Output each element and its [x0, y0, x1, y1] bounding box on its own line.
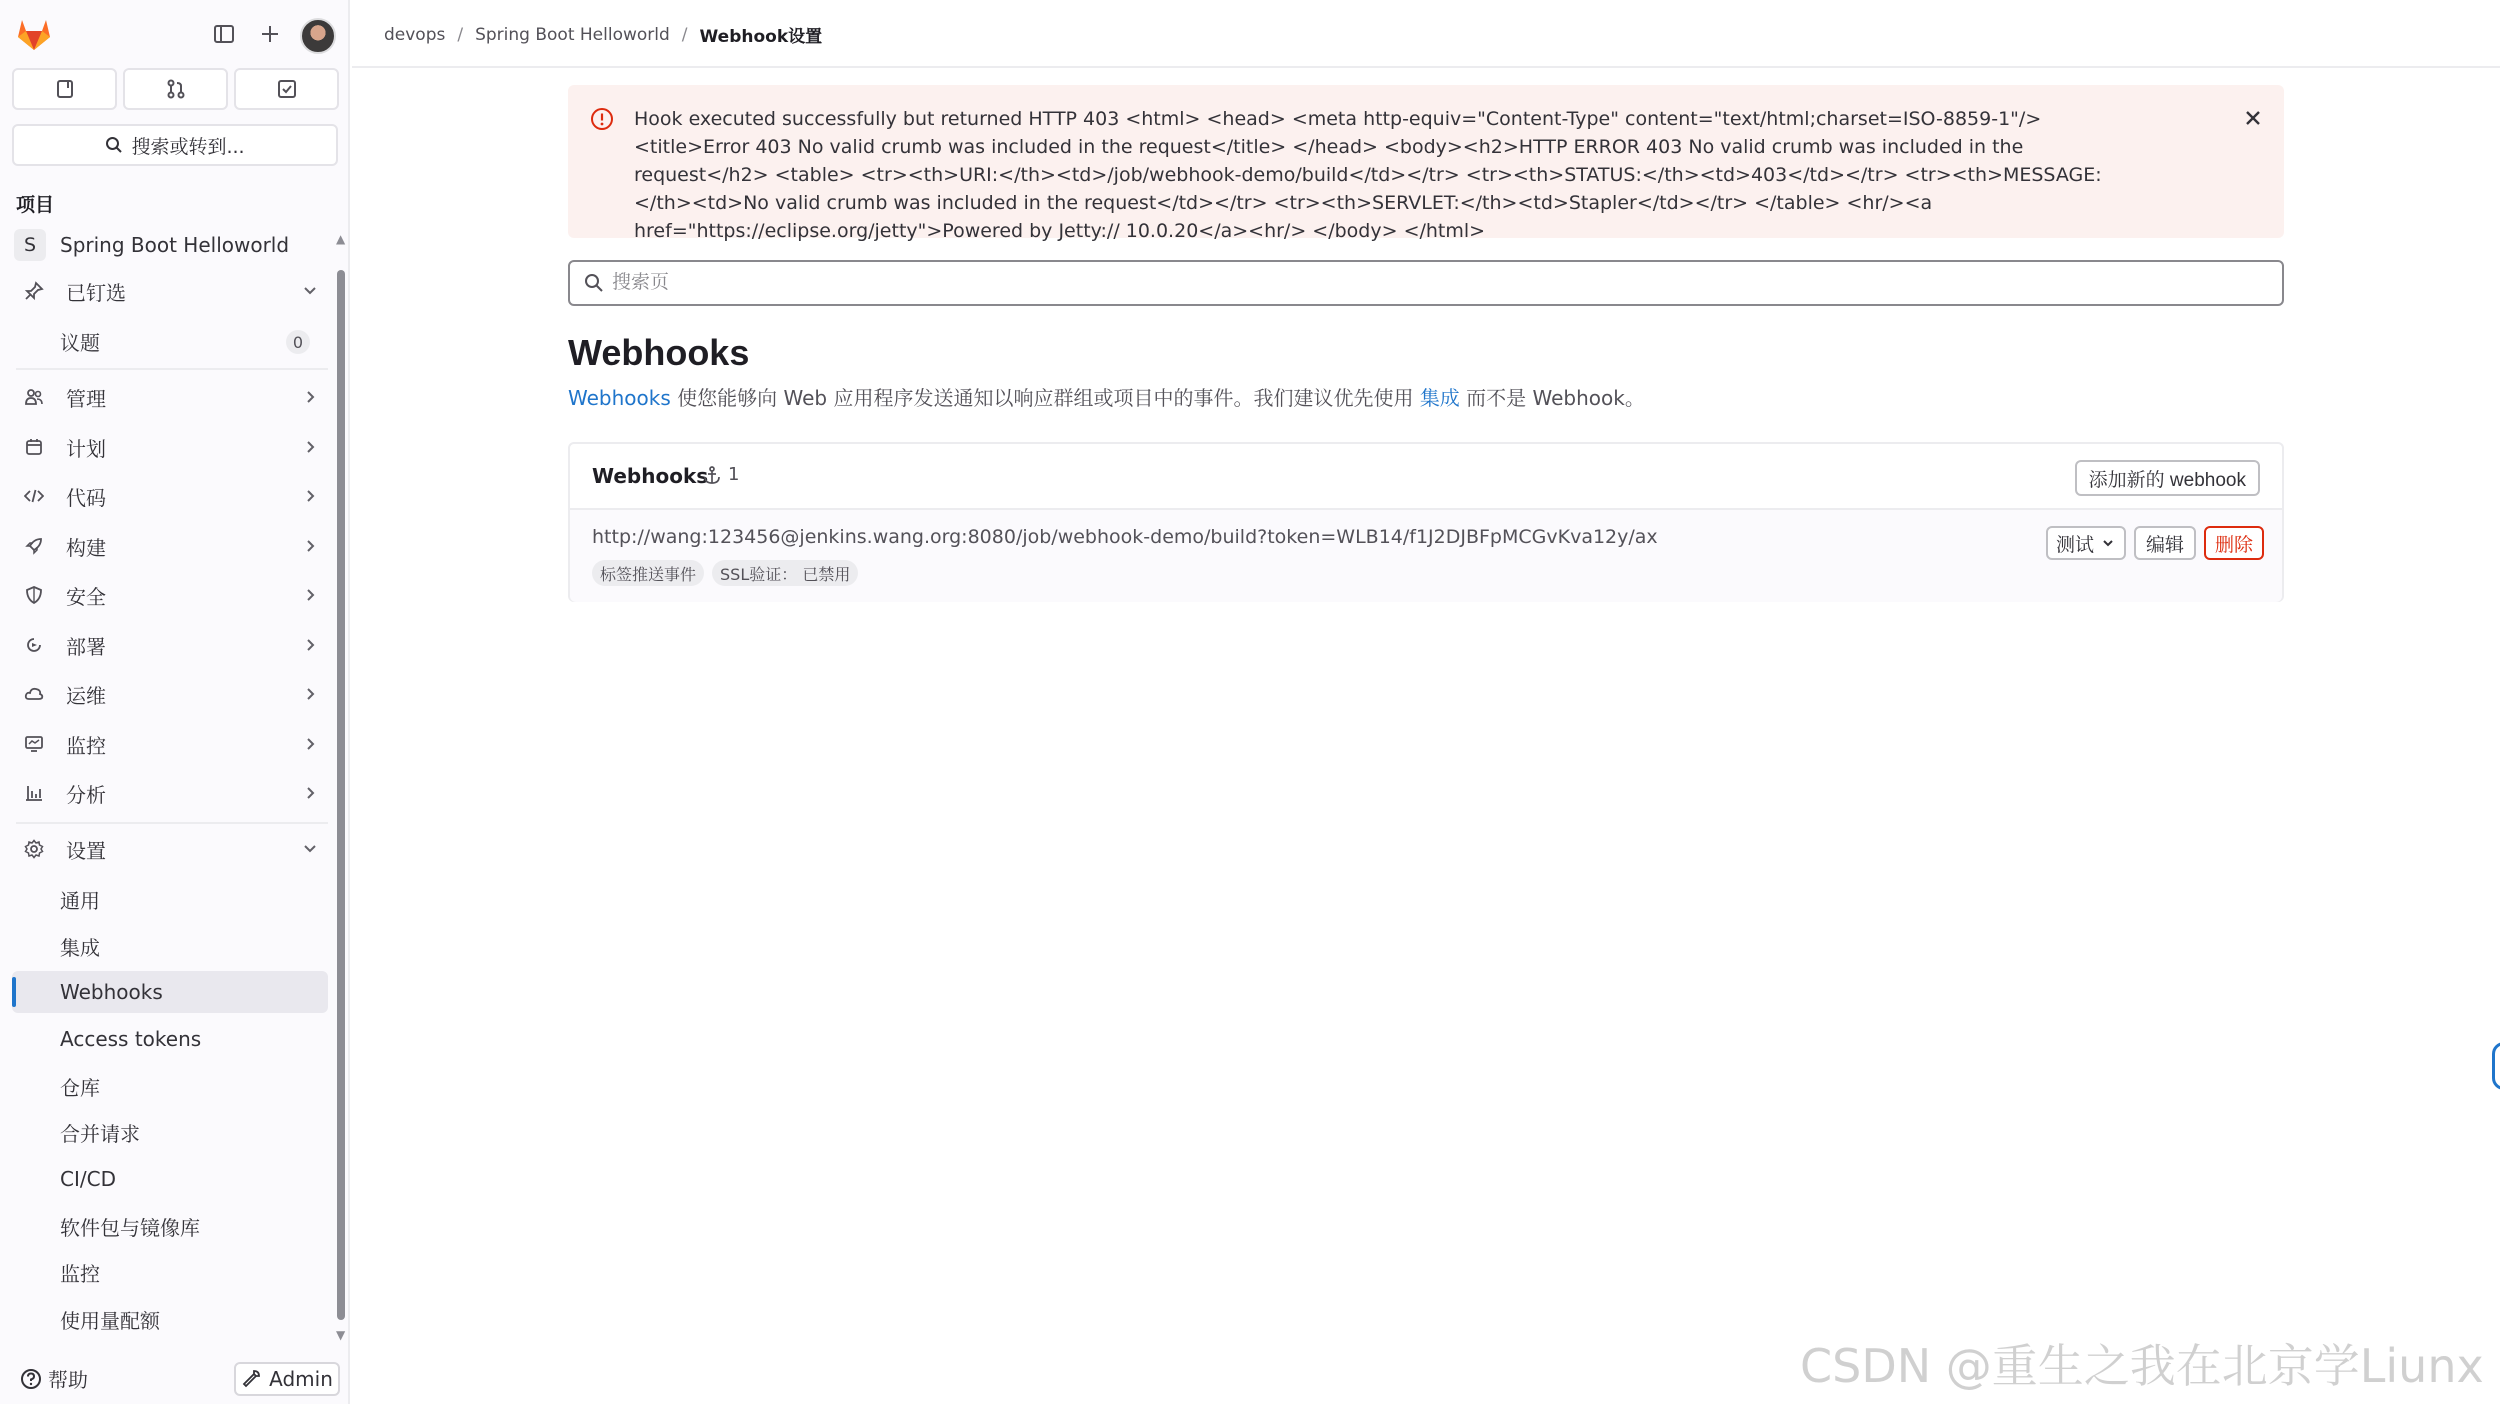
sidebar-item-build[interactable]	[12, 525, 328, 567]
sidebar-item-label: 已钉选	[66, 280, 126, 305]
breadcrumb-separator: /	[457, 24, 464, 45]
search-icon	[105, 136, 123, 154]
webhooks-count-value: 1	[728, 464, 740, 485]
breadcrumb-item-project[interactable]: Spring Boot Helloworld	[475, 24, 670, 45]
shield-icon	[20, 581, 48, 609]
sidebar-item-label: 使用量配额	[60, 1308, 160, 1333]
watermark: CSDN @重生之我在北京学Liunx	[1800, 1339, 2484, 1393]
webhook-tags	[592, 560, 858, 586]
sidebar-header	[0, 0, 350, 70]
project-name: Spring Boot Helloworld	[60, 233, 290, 257]
chevron-right-icon	[300, 635, 320, 655]
chevron-right-icon	[300, 585, 320, 605]
sidebar-item-manage[interactable]	[12, 376, 328, 418]
webhooks-count	[702, 464, 739, 485]
add-webhook-button[interactable]: 添加新的 webhook	[2075, 460, 2260, 496]
rocket-icon	[20, 532, 48, 560]
sidebar-item-label: 监控	[66, 733, 106, 758]
sidebar-item-usage-quotas[interactable]	[12, 1298, 328, 1340]
sidebar-item-cicd[interactable]	[12, 1158, 328, 1200]
webhook-row	[570, 510, 2282, 602]
chevron-right-icon	[300, 684, 320, 704]
sidebar-item-label: 议题	[60, 330, 100, 355]
issues-icon	[54, 78, 76, 100]
error-alert	[568, 85, 2284, 242]
chevron-right-icon	[300, 437, 320, 457]
gear-icon	[20, 835, 48, 863]
sidebar-toggle-icon[interactable]	[208, 18, 240, 50]
page-search-input[interactable]	[612, 272, 2212, 294]
sidebar-item-label: 集成	[60, 935, 100, 960]
sidebar-item-secure[interactable]	[12, 574, 328, 616]
gitlab-logo-icon[interactable]	[14, 14, 54, 54]
help-button[interactable]	[20, 1364, 88, 1393]
sidebar-item-label: 软件包与镜像库	[60, 1215, 200, 1240]
sidebar-item-label: 运维	[66, 683, 106, 708]
sidebar-item-label: 设置	[66, 838, 106, 863]
top-bar	[352, 0, 2500, 68]
sidebar-item-issues[interactable]	[12, 320, 328, 362]
cloud-icon	[20, 680, 48, 708]
admin-label: Admin	[269, 1367, 333, 1391]
anchor-icon	[702, 465, 722, 485]
issues-count-badge: 0	[286, 330, 310, 354]
pin-icon	[20, 277, 48, 305]
chevron-down-icon	[2100, 535, 2116, 551]
webhook-trigger-badge: 标签推送事件	[592, 560, 704, 586]
webhooks-card-header	[570, 444, 2282, 510]
page-search-field[interactable]	[568, 260, 2284, 306]
scroll-down-icon[interactable]: ▼	[336, 1328, 346, 1342]
merge-requests-shortcut-button[interactable]	[123, 68, 228, 110]
webhooks-card	[568, 442, 2284, 602]
sidebar-item-code[interactable]	[12, 475, 328, 517]
sidebar-item-deploy[interactable]	[12, 624, 328, 666]
help-icon	[20, 1368, 42, 1390]
code-icon	[20, 482, 48, 510]
sidebar-item-merge-requests[interactable]	[12, 1111, 328, 1153]
global-search-button[interactable]	[12, 124, 338, 166]
chart-icon	[20, 779, 48, 807]
breadcrumb-separator: /	[681, 24, 688, 45]
alert-message: Hook executed successfully but returned HTTP 403 <html> <head> <meta http-equiv="Content-Type" content="text/html;charset=ISO-8859-1"/> <title>Error 403 No valid crumb was included in the request</title> </head> <body><h2>HTTP ERROR 403 No valid crumb was included in the request</h2> <table> <tr><th>URI:</th><td>/job/webhook-demo/build</td></tr> <tr><th>STATUS:</th><td>403</td></tr> <tr><th>MESSAGE:</th><td>No valid crumb was included in the request</td></tr> <tr><th>SERVLET:</th><td>Stapler</td></tr> </table> <hr/><a href="https://eclipse.org/jetty">Powered by Jetty:// 10.0.20</a><hr/> </body> </html>	[634, 108, 2102, 242]
sidebar-item-label: 分析	[66, 782, 106, 807]
project-avatar: S	[14, 229, 46, 261]
chevron-right-icon	[300, 783, 320, 803]
sidebar-item-label: 代码	[66, 485, 106, 510]
wrench-icon	[241, 1369, 261, 1389]
description-text: 使您能够向 Web 应用程序发送通知以响应群组或项目中的事件。我们建议优先使用	[670, 386, 1420, 410]
sidebar-item-label: 构建	[66, 535, 106, 560]
sidebar-item-label: Webhooks	[60, 980, 163, 1004]
issues-shortcut-button[interactable]	[12, 68, 117, 110]
ssl-verification-badge: SSL验证： 已禁用	[712, 560, 858, 586]
sidebar-item-webhooks[interactable]	[12, 971, 328, 1013]
scrollbar-thumb[interactable]	[337, 270, 345, 1320]
webhook-url: http://wang:123456@jenkins.wang.org:8080/job/webhook-demo/build?token=WLB14/f1J2DJBFpMCGvKva12y/ax	[592, 526, 1658, 548]
divider	[16, 368, 328, 370]
description-text-end: 而不是 Webhook。	[1459, 386, 1645, 410]
sidebar-item-repository[interactable]	[12, 1065, 328, 1107]
project-link[interactable]	[14, 226, 324, 264]
chevron-right-icon	[300, 536, 320, 556]
section-label-project: 项目	[16, 194, 55, 216]
search-icon	[584, 273, 604, 293]
edit-webhook-button[interactable]: 编辑	[2134, 526, 2196, 560]
sidebar-item-label: 通用	[60, 888, 100, 913]
webhooks-docs-link[interactable]: Webhooks	[568, 386, 671, 410]
breadcrumb-item-current[interactable]: Webhook设置	[699, 27, 823, 47]
sidebar-item-operate[interactable]	[12, 673, 328, 715]
chevron-right-icon	[300, 486, 320, 506]
divider	[16, 822, 328, 824]
admin-button[interactable]	[234, 1362, 340, 1396]
close-icon[interactable]	[2240, 105, 2266, 131]
global-search-label: 搜索或转到...	[131, 135, 245, 158]
breadcrumb-item-group[interactable]: devops	[384, 24, 446, 45]
user-avatar[interactable]	[300, 18, 336, 54]
sidebar-item-label: CI/CD	[60, 1167, 116, 1191]
sidebar-item-plan[interactable]	[12, 426, 328, 468]
feedback-widget[interactable]	[2492, 1042, 2500, 1090]
test-webhook-dropdown[interactable]	[2046, 526, 2126, 560]
breadcrumb	[384, 22, 822, 47]
scroll-up-icon[interactable]: ▲	[336, 232, 346, 246]
sidebar-item-settings[interactable]	[12, 828, 328, 870]
sidebar-item-settings-monitor[interactable]	[12, 1251, 328, 1293]
sidebar-item-general[interactable]	[12, 878, 328, 920]
sidebar-item-pinned[interactable]	[12, 270, 328, 312]
calendar-icon	[20, 433, 48, 461]
merge-request-icon	[165, 78, 187, 100]
sidebar-item-packages-registries[interactable]	[12, 1205, 328, 1247]
sidebar-item-label: Access tokens	[60, 1027, 202, 1051]
test-webhook-label: 测试	[2055, 534, 2094, 556]
chevron-down-icon	[300, 281, 320, 301]
page-title: Webhooks	[568, 332, 750, 373]
deploy-icon	[20, 631, 48, 659]
chevron-right-icon	[300, 734, 320, 754]
users-icon	[20, 383, 48, 411]
monitor-icon	[20, 730, 48, 758]
sidebar-item-analyze[interactable]	[12, 772, 328, 814]
sidebar-item-label: 安全	[66, 584, 106, 609]
sidebar-item-label: 仓库	[60, 1075, 100, 1100]
todo-icon	[276, 78, 298, 100]
sidebar-item-access-tokens[interactable]	[12, 1018, 328, 1060]
create-new-icon[interactable]	[254, 18, 286, 50]
todos-shortcut-button[interactable]	[234, 68, 339, 110]
sidebar-item-label: 部署	[66, 634, 106, 659]
webhooks-card-title: Webhooks	[592, 464, 709, 488]
page-description	[568, 382, 1645, 411]
sidebar-scrollbar[interactable]	[336, 234, 346, 1344]
integrations-link[interactable]: 集成	[1419, 386, 1460, 410]
sidebar-item-label: 管理	[66, 386, 106, 411]
error-icon	[590, 107, 614, 131]
chevron-down-icon	[300, 839, 320, 859]
sidebar-item-label: 监控	[60, 1261, 100, 1286]
delete-webhook-button[interactable]: 删除	[2204, 526, 2264, 560]
help-label: 帮助	[48, 1368, 88, 1392]
sidebar-item-label: 合并请求	[60, 1121, 140, 1146]
sidebar-item-label: 计划	[66, 436, 106, 461]
sidebar	[0, 0, 350, 1404]
sidebar-item-integrations[interactable]	[12, 925, 328, 967]
chevron-right-icon	[300, 387, 320, 407]
sidebar-item-monitor[interactable]	[12, 723, 328, 765]
